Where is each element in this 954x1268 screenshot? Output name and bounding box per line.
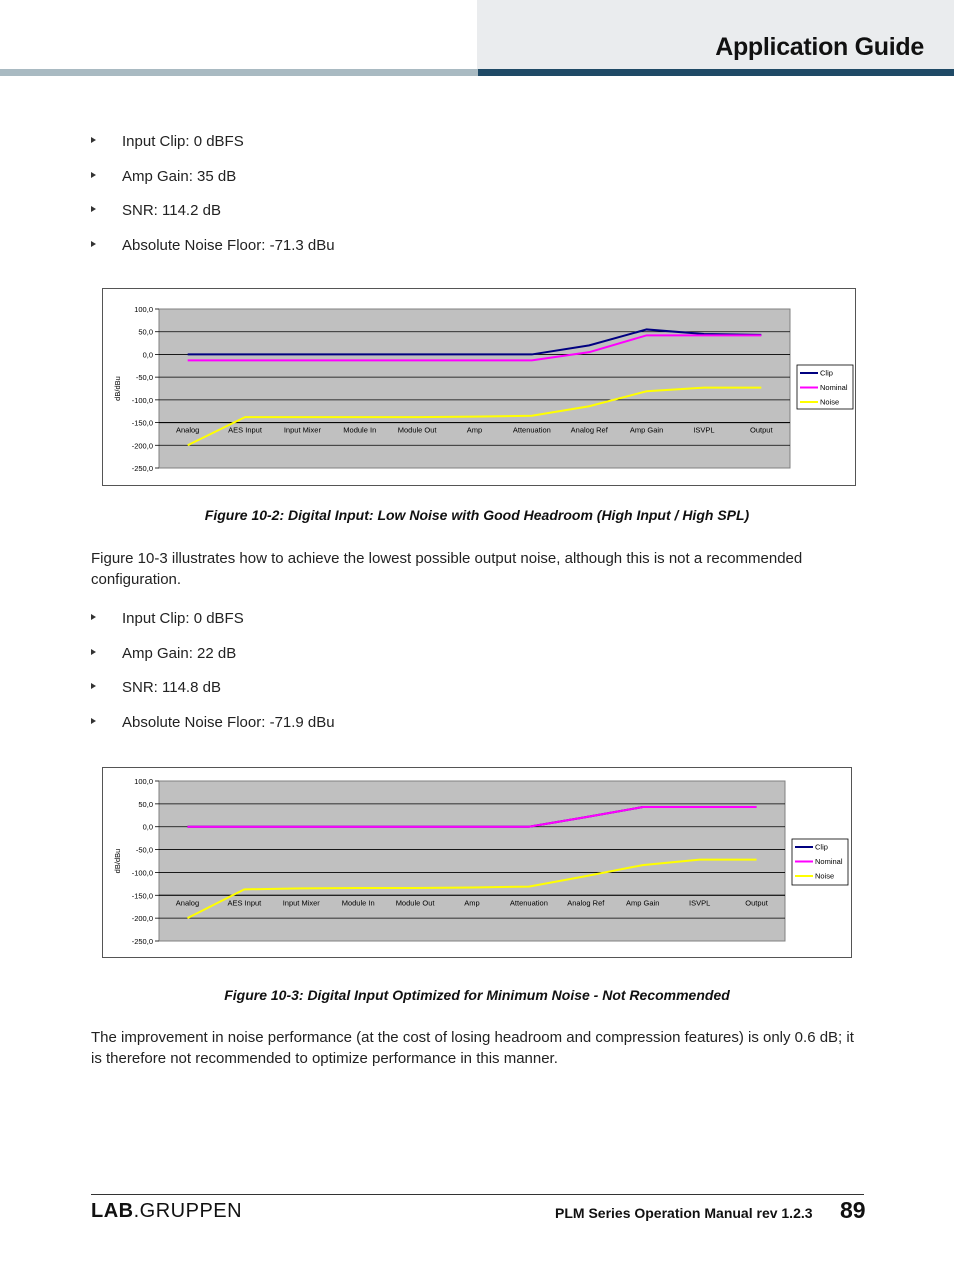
list-item-text: SNR: 114.8 dB [122, 679, 221, 696]
list-item-text: Amp Gain: 22 dB [122, 644, 237, 662]
logo-part: .GRUPPEN [133, 1200, 243, 1222]
legend-label: Clip [820, 368, 833, 378]
y-tick-label: -100,0 [131, 395, 153, 405]
header-rule-dark [478, 69, 954, 76]
legend-label: Clip [815, 842, 828, 852]
bullet-arrow-icon [91, 241, 96, 247]
y-tick-label: -250,0 [131, 937, 153, 946]
bullet-arrow-icon [91, 137, 96, 143]
chart-figure-10-2 [102, 288, 856, 486]
chart-svg [103, 768, 851, 957]
bullet-arrow-icon [91, 206, 96, 212]
page-number: 89 [840, 1197, 866, 1223]
x-tick-label: Input Mixer [282, 898, 320, 908]
body-paragraph: Figure 10-3 illustrates how to achieve the lowest possible output noise, although this is not a recommended configuration. [91, 550, 803, 588]
x-tick-label: Attenuation [509, 898, 548, 908]
x-tick-label: Module In [341, 898, 375, 908]
x-tick-label: Module Out [397, 425, 437, 435]
bullet-arrow-icon [91, 172, 96, 178]
y-tick-label: -200,0 [131, 914, 153, 924]
x-tick-label: Analog Ref [567, 898, 605, 908]
x-tick-label: Input Mixer [283, 425, 321, 435]
x-tick-label: Amp Gain [629, 425, 664, 435]
chart-figure-10-3 [102, 767, 852, 958]
bullet-arrow-icon [91, 614, 96, 620]
list-item-text: Input Clip: 0 dBFS [122, 610, 244, 627]
y-tick-label: 100,0 [134, 305, 153, 314]
brand-logo [91, 1200, 242, 1223]
list-item-text: Absolute Noise Floor: -71.3 dBu [122, 236, 335, 254]
y-tick-label: 50,0 [138, 799, 153, 809]
list-item [91, 167, 335, 202]
list-item [91, 678, 335, 713]
footer-rule [91, 1194, 864, 1195]
y-tick-label: -150,0 [131, 418, 153, 428]
y-tick-label: 100,0 [134, 777, 153, 786]
settings-list-1 [91, 132, 335, 270]
figure-caption: Figure 10-2: Digital Input: Low Noise with Good Headroom (High Input / High SPL) [204, 507, 750, 523]
x-tick-label: Output [750, 425, 773, 435]
x-tick-label: Analog Ref [570, 425, 608, 435]
list-item-text: Input Clip: 0 dBFS [122, 133, 244, 150]
legend-label: Noise [815, 871, 835, 881]
y-tick-label: 0,0 [142, 350, 153, 360]
bullet-arrow-icon [91, 649, 96, 655]
page-title: Application Guide [715, 33, 924, 61]
y-tick-label: 0,0 [142, 822, 153, 832]
legend-label: Nominal [820, 383, 848, 392]
y-tick-label: -150,0 [131, 891, 153, 901]
y-tick-label: -50,0 [135, 373, 153, 383]
x-tick-label: ISVPL [693, 425, 715, 435]
logo-part: LAB [91, 1200, 134, 1222]
y-axis-label: dB/dBu [113, 376, 122, 401]
y-tick-label: -100,0 [131, 868, 153, 878]
x-tick-label: Output [745, 898, 768, 908]
list-item [91, 201, 335, 236]
legend-label: Nominal [815, 857, 843, 866]
legend-label: Noise [820, 397, 840, 407]
x-tick-label: Module Out [395, 898, 435, 908]
list-item-text: SNR: 114.2 dB [122, 202, 221, 219]
list-item [91, 132, 335, 167]
chart-svg [103, 289, 855, 485]
list-item [91, 644, 335, 679]
y-tick-label: -50,0 [135, 845, 153, 855]
x-tick-label: Amp Gain [626, 898, 660, 908]
x-tick-label: AES Input [228, 425, 262, 435]
y-tick-label: -250,0 [131, 464, 153, 473]
x-tick-label: Amp [464, 898, 480, 908]
body-paragraph: The improvement in noise performance (at the cost of losing headroom and compression features) is only 0.6 dB; it is therefore not recommended to optimize performance in this manner. [91, 1029, 854, 1067]
settings-list-2 [91, 609, 335, 747]
x-tick-label: Amp [466, 425, 483, 435]
x-tick-label: ISVPL [689, 898, 711, 908]
x-tick-label: Analog [176, 425, 200, 435]
list-item-text: Absolute Noise Floor: -71.9 dBu [122, 713, 335, 731]
list-item [91, 609, 335, 644]
list-item [91, 713, 335, 748]
y-tick-label: 50,0 [138, 327, 153, 337]
list-item-text: Amp Gain: 35 dB [122, 167, 237, 185]
figure-caption: Figure 10-3: Digital Input Optimized for Minimum Noise - Not Recommended [224, 987, 730, 1003]
y-tick-label: -200,0 [131, 441, 153, 451]
header-rule-light [0, 69, 478, 76]
y-axis-label: dB/dBu [113, 848, 122, 874]
bullet-arrow-icon [91, 718, 96, 724]
manual-title: PLM Series Operation Manual rev 1.2.3 [555, 1205, 813, 1221]
list-item [91, 236, 335, 271]
x-tick-label: AES Input [227, 898, 262, 908]
x-tick-label: Module In [343, 425, 377, 435]
x-tick-label: Analog [175, 898, 200, 908]
bullet-arrow-icon [91, 683, 96, 689]
x-tick-label: Attenuation [512, 425, 551, 435]
